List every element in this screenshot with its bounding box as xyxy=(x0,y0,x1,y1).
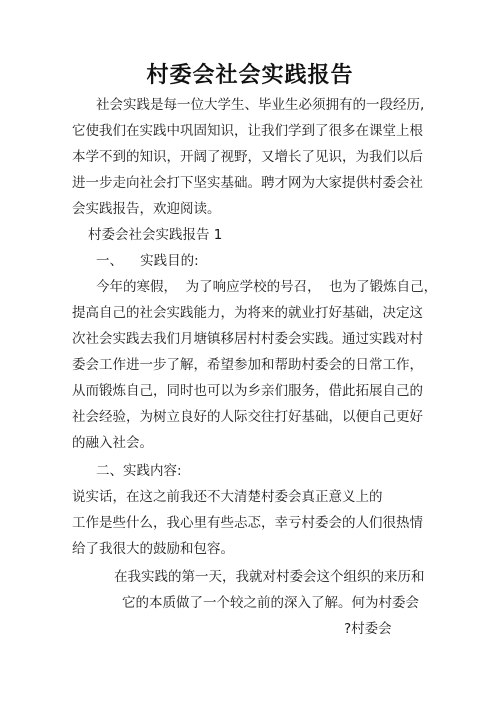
section-heading: 一、 实践目的: xyxy=(96,253,199,269)
paragraph-line: 工作是些什么，我心里有些忐忑，幸亏村委会的人们很热情 xyxy=(72,515,423,531)
paragraph-line: 委会工作进一步了解，希望参加和帮助村委会的日常工作， xyxy=(72,357,423,373)
paragraph-line: 社会经验，为树立良好的人际交往打好基础，以便自己更好 xyxy=(72,409,423,425)
paragraph-line: 它的本质做了一个较之前的深入了解。何为村委会 xyxy=(122,595,419,611)
paragraph-line: 给了我很大的鼓励和包容。 xyxy=(72,541,234,557)
paragraph-line: 进一步走向社会打下坚实基础。聘才网为大家提供村委会社 xyxy=(72,175,423,191)
paragraph-line: 次社会实践去我们月塘镇移居村村委会实践。通过实践对村 xyxy=(72,331,423,347)
paragraph-line: 会实践报告，欢迎阅读。 xyxy=(72,201,221,217)
paragraph-line: ?村委会 xyxy=(344,621,392,637)
section-heading: 二、实践内容: xyxy=(96,463,182,479)
section-heading: 村委会社会实践报告 1 xyxy=(88,227,223,243)
paragraph-line: 的融入社会。 xyxy=(72,435,153,451)
paragraph-line: 社会实践是每一位大学生、毕业生必须拥有的一段经历, xyxy=(96,97,425,113)
paragraph-line: 在我实践的第一天，我就对村委会这个组织的来历和 xyxy=(114,569,425,585)
paragraph-line: 它使我们在实践中巩固知识，让我们学到了很多在课堂上根 xyxy=(72,123,423,139)
paragraph-line: 说实话，在这之前我还不大清楚村委会真正意义上的 xyxy=(72,489,383,505)
paragraph-line: 从而锻炼自己，同时也可以为乡亲们服务，借此拓展自己的 xyxy=(72,383,423,399)
paragraph-line: 提高自己的社会实践能力，为将来的就业打好基础，决定这 xyxy=(72,305,423,321)
paragraph-line: 本学不到的知识，开阔了视野，又增长了见识，为我们以后 xyxy=(72,149,423,165)
document-title: 村委会社会实践报告 xyxy=(146,63,354,88)
paragraph-line: 今年的寒假， 为了响应学校的号召， 也为了锻炼自己， xyxy=(96,279,438,295)
